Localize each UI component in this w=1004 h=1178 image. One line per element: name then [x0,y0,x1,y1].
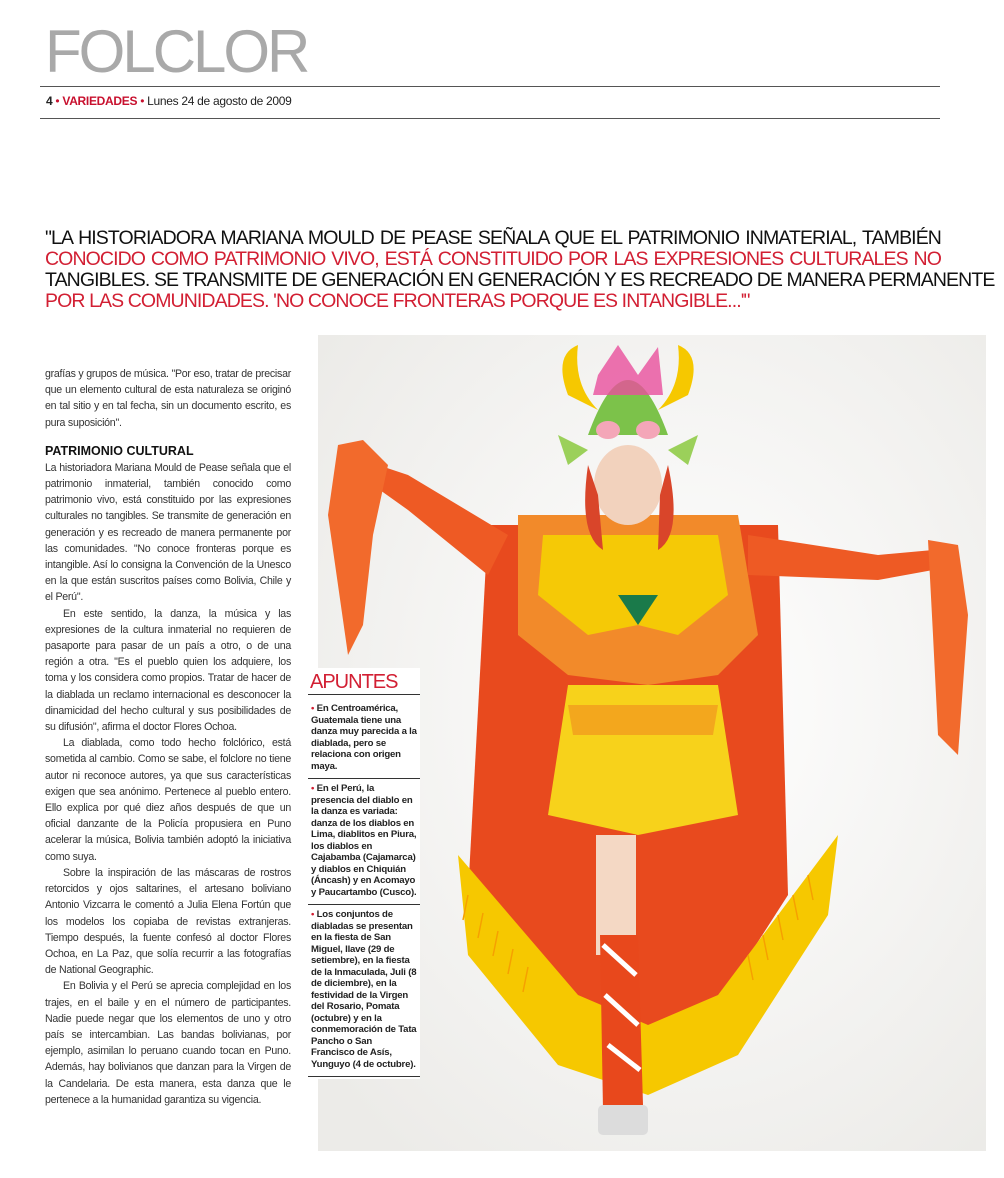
apuntes-note [308,779,420,905]
bullet-icon: • [311,909,315,920]
mask-eye [636,421,660,439]
article-paragraph: La historiadora Mariana Mould de Pease señala que el patrimonio inmaterial, también conocido como patrimonio vivo, está constituido por las expresiones culturales no tangibles. Se transmite de generación en generación y es recreado de manera permanente por las comunidades. "No conoce fronteras porque es intangible. Así lo consigna la Convención de la Unesco en la que están suscritos países como Bolivia, Chile y el Perú". [45,461,291,604]
bullet-icon: • [311,783,315,794]
dateline [46,94,292,108]
article-paragraph: En Bolivia y el Perú se aprecia complejidad en los trajes, en el baile y en el número de participantes. Nadie puede negar que los elementos de uno y otro país se intercambian. Las bandas bolivianas, por ejemplo, asimilan lo peruano cuando tocan en Puno. Además, hay bolivianos que danzan para la Virgen de la Candelaria. De esta manera, esta danza que le pertenece a la humanidad garantiza su vigencia. [45,980,291,1106]
article-paragraph: La diablada, como todo hecho folclórico, está sometida al cambio. Como se sabe, el folclore no tiene autor ni reconoce autores, ya que sus características exigen que sea anónimo. Pertenece al pueblo entero. Ello explica por qué diez años después de que un oficial danzante de la Policía propusiera en Puno acelerar la música, Bolivia también adoptó la iniciativa como suya. [45,737,291,863]
apuntes-title: APUNTES [308,670,420,695]
separator: • [140,94,145,108]
apuntes-note-text: En Centroamérica, Guatemala tiene una danza muy parecida a la diablada, pero se relaciona con origen maya. [311,703,417,772]
article-body [45,366,291,1108]
skirt-band [568,705,718,735]
pull-quote-line: POR LAS COMUNIDADES. 'NO CONOCE FRONTERAS PORQUE ES INTANGIBLE...'" [45,290,750,312]
publication-date: Lunes 24 de agosto de 2009 [147,94,292,108]
mask-eye [596,421,620,439]
bullet-icon: • [311,703,315,714]
apuntes-note [308,699,420,779]
page-number: 4 [46,94,53,108]
platform-shoe [598,1105,648,1135]
apuntes-sidebar [308,668,420,1079]
apuntes-note-text: En el Perú, la presencia del diablo en la danza es variada: danza de los diablos en Lima, diablitos en Piura, los diablos en Cajabamba (Cajamarca) y diablos en Chiquián (Áncash) y en Acomayo y Paucartambo (Cusco). [311,783,417,898]
header-rule-bottom [40,118,940,119]
pull-quote-line: "LA HISTORIADORA MARIANA MOULD DE PEASE SEÑALA QUE EL PATRIMONIO INMATERIAL, TAMBIÉN [45,227,941,249]
article-intro: grafías y grupos de música. "Por eso, tratar de precisar que un elemento cultural de esta naturaleza se originó en tal sitio y en tal fecha, sin un documento escrito, es pura suposición". [45,368,291,429]
pull-quote-line: CONOCIDO COMO PATRIMONIO VIVO, ESTÁ CONSTITUIDO POR LAS EXPRESIONES CULTURALES NO [45,248,941,270]
pull-quote-line: TANGIBLES. SE TRANSMITE DE GENERACIÓN EN GENERACIÓN Y ES RECREADO DE MANERA PERMANENTE [45,269,995,291]
separator: • [55,94,60,108]
article-paragraph: Sobre la inspiración de las máscaras de rostros retorcidos y ojos saltarines, el artesano boliviano Antonio Vizcarra le comentó a Julia Elena Fortún que los modelos los copiaba de revistas extranjeras. Tiempo después, la fuente confesó al doctor Flores Ochoa, en La Paz, que solía recurrir a las fotografías de National Geographic. [45,866,291,977]
article-paragraph: En este sentido, la danza, la música y las expresiones de la cultura inmaterial no requieren de pasaporte para pasar de un país a otro, o de una región a otra. "Es el pueblo quien los adquiere, los toma y los considera como propios. Tratar de hacer de la diablada un reclamo internacional es desconocer la dinamicidad del hecho cultural y sus posibilidades de su difusión", afirma el doctor Flores Ochoa. [45,607,291,734]
apuntes-note [308,905,420,1077]
face [594,445,662,525]
apuntes-note-text: Los conjuntos de diabladas se presentan en la fiesta de San Miguel, Ilave (29 de setiembre), en la fiesta de la Inmaculada, Juli (8 de diciembre), en la festividad de la Virgen del Rosario, Pomata (octubre) y en la conmemoración de Tata Pancho o San Francisco de Asís, Yunguyo (4 de octubre). [311,909,417,1070]
section-title: FOLCLOR [45,18,308,85]
article-subheading: PATRIMONIO CULTURAL [45,443,194,458]
pull-quote [45,227,995,312]
section-name: VARIEDADES [62,94,138,108]
header-rule-top [40,86,940,87]
